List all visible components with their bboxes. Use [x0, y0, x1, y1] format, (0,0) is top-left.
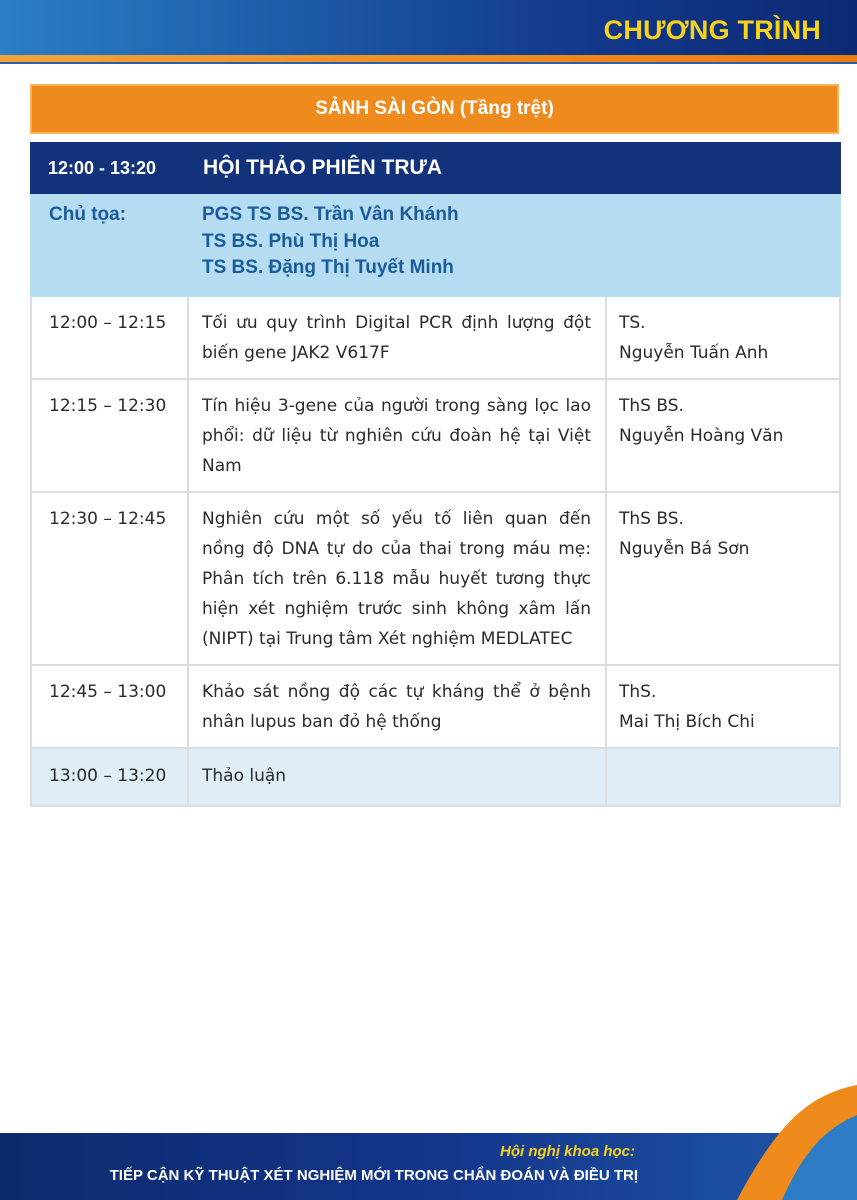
talk-row [31, 379, 840, 492]
session-header-row [31, 143, 840, 193]
talk-speaker [606, 665, 840, 748]
talk-speaker [606, 296, 840, 379]
talk-time: 12:30 – 12:45 [31, 492, 188, 665]
talk-speaker [606, 379, 840, 492]
venue-label: SẢNH SÀI GÒN (Tầng trệt) [315, 98, 554, 119]
talk-time: 12:45 – 13:00 [31, 665, 188, 748]
header-accent-line [0, 62, 857, 64]
chair-name: TS BS. Đặng Thị Tuyết Minh [202, 257, 454, 278]
talk-topic: Tín hiệu 3-gene của người trong sàng lọc lao phổi: dữ liệu từ nghiên cứu đoàn hệ tại Việt Nam [188, 379, 606, 492]
speaker-name: Nguyễn Bá Sơn [619, 539, 750, 559]
talk-topic: Tối ưu quy trình Digital PCR định lượng đột biến gene JAK2 V617F [188, 296, 606, 379]
footer-swoosh-decoration [697, 1085, 857, 1200]
chair-label: Chủ tọa: [31, 193, 188, 296]
header-accent-stripe [0, 55, 857, 62]
talk-row [31, 492, 840, 665]
footer-conference-label: Hội nghị khoa học: [500, 1143, 635, 1160]
chair-list [188, 193, 840, 296]
talk-row [31, 665, 840, 748]
talk-topic: Khảo sát nồng độ các tự kháng thể ở bệnh nhân lupus ban đỏ hệ thống [188, 665, 606, 748]
schedule-table [30, 142, 841, 807]
discussion-speaker-empty [606, 748, 840, 806]
chair-name: TS BS. Phù Thị Hoa [202, 230, 380, 252]
session-title: HỘI THẢO PHIÊN TRƯA [188, 143, 840, 193]
speaker-title: ThS. [619, 682, 657, 702]
footer-conference-title: TIẾP CẬN KỸ THUẬT XÉT NGHIỆM MỚI TRONG CHẨN ĐOÁN VÀ ĐIỀU TRỊ [109, 1167, 638, 1184]
talk-speaker [606, 492, 840, 665]
speaker-title: ThS BS. [619, 509, 684, 529]
talk-row [31, 296, 840, 379]
page-title: CHƯƠNG TRÌNH [603, 15, 821, 45]
speaker-name: Nguyễn Tuấn Anh [619, 343, 769, 363]
discussion-time: 13:00 – 13:20 [31, 748, 188, 806]
speaker-title: TS. [619, 313, 646, 333]
discussion-topic: Thảo luận [188, 748, 606, 806]
chair-row [31, 193, 840, 296]
venue-bar [30, 84, 839, 134]
chair-name: PGS TS BS. Trần Vân Khánh [202, 204, 459, 225]
speaker-title: ThS BS. [619, 396, 684, 416]
talk-topic: Nghiên cứu một số yếu tố liên quan đến nồng độ DNA tự do của thai trong máu mẹ: Phân tích trên 6.118 mẫu huyết tương thực hiện xét nghiệm trước sinh không xâm lấn (NIPT) tại Trung tâm Xét nghiệm MEDLATEC [188, 492, 606, 665]
talk-time: 12:15 – 12:30 [31, 379, 188, 492]
speaker-name: Mai Thị Bích Chi [619, 712, 755, 732]
session-time: 12:00 - 13:20 [31, 143, 188, 193]
discussion-row [31, 748, 840, 806]
talk-time: 12:00 – 12:15 [31, 296, 188, 379]
speaker-name: Nguyễn Hoàng Văn [619, 426, 784, 446]
